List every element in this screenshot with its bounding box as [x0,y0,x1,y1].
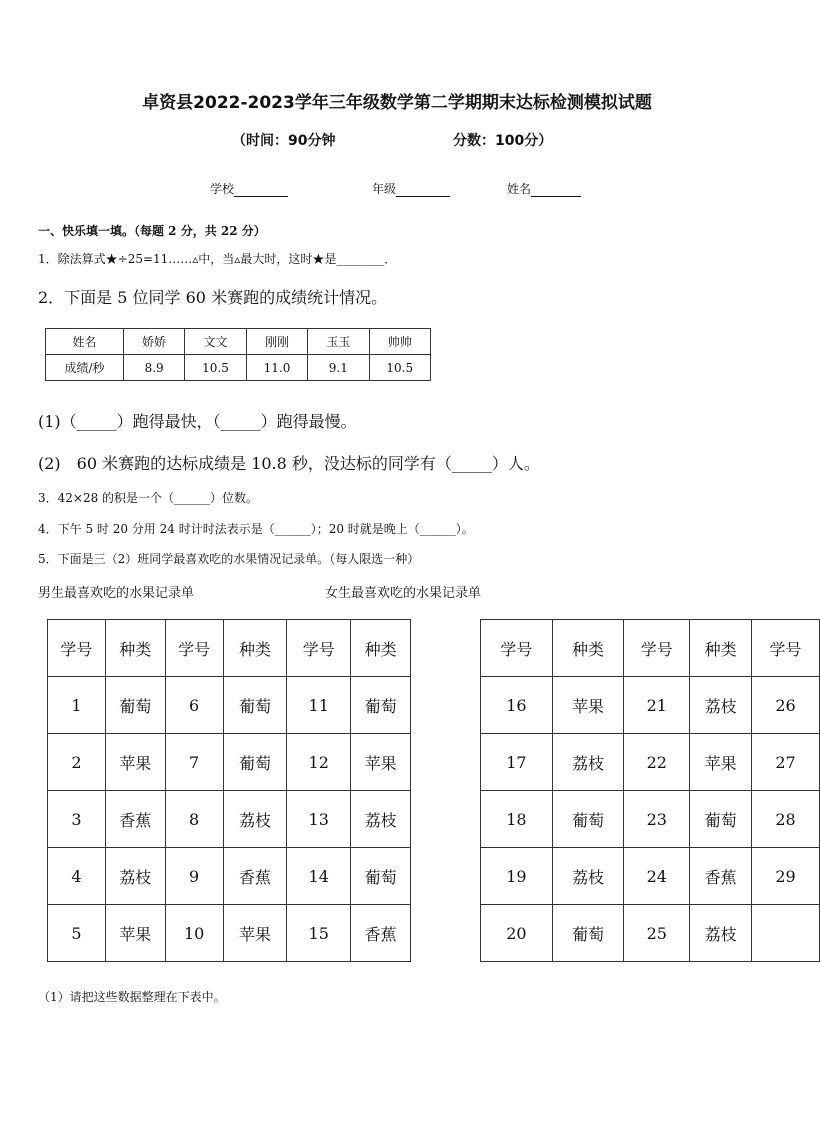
boys-table-label: 男生最喜欢吃的水果记录单 [38,586,195,601]
table-cell: 荔枝 [223,791,287,848]
question-1: 1．除法算式★÷25=11……▵中，当▵最大时，这时★是________． [38,252,397,266]
name-blank[interactable] [531,184,581,197]
question-5-1: （1）请把这些数据整理在下表中。 [38,990,226,1004]
table-cell: 香蕉 [105,791,165,848]
table-cell: 荔枝 [105,848,165,905]
table-cell: 香蕉 [351,905,411,962]
question-4: 4．下午 5 时 20 分用 24 时计时法表示是（______）；20 时就是晚上（______）。 [38,522,474,536]
table-cell: 葡萄 [552,791,624,848]
race-results-table [45,328,431,381]
table-row [481,677,820,734]
table-cell: 荔枝 [690,905,752,962]
table-cell: 5 [48,905,106,962]
table-cell: 14 [287,848,351,905]
table-header-cell: 种类 [351,620,411,677]
table-cell: 17 [481,734,553,791]
table-header-cell: 学号 [165,620,223,677]
name-field [507,180,581,197]
table-cell: 香蕉 [690,848,752,905]
table-header-cell: 种类 [690,620,752,677]
table-header-cell: 学号 [48,620,106,677]
table-cell: 苹果 [105,905,165,962]
table-cell: 苹果 [223,905,287,962]
table-cell: 7 [165,734,223,791]
table-row [48,848,411,905]
girls-fruit-table [480,619,820,962]
question-2-2: (2) 60 米赛跑的达标成绩是 10.8 秒，没达标的同学有（_____）人。 [38,454,540,473]
grade-field [372,180,450,197]
table-cell: 3 [48,791,106,848]
table-cell: 8 [165,791,223,848]
table-header-cell: 姓名 [46,329,124,355]
table-cell: 10.5 [185,355,246,381]
table-row [46,355,431,381]
table-cell: 苹果 [105,734,165,791]
table-cell: 13 [287,791,351,848]
table-cell: 21 [624,677,690,734]
table-cell: 16 [481,677,553,734]
table-header-cell: 帅帅 [369,329,431,355]
question-2: 2．下面是 5 位同学 60 米赛跑的成绩统计情况。 [38,288,388,307]
table-row [48,677,411,734]
table-cell: 荔枝 [552,848,624,905]
table-cell: 25 [624,905,690,962]
school-label: 学校 [210,182,235,196]
table-row [48,791,411,848]
table-cell: 苹果 [552,677,624,734]
table-cell: 26 [752,677,820,734]
table-cell: 香蕉 [223,848,287,905]
table-cell: 20 [481,905,553,962]
table-header-cell: 学号 [481,620,553,677]
table-cell: 28 [752,791,820,848]
table-cell: 15 [287,905,351,962]
section-heading: 一、快乐填一填。（每题 2 分，共 22 分） [38,224,266,238]
table-cell: 24 [624,848,690,905]
table-header-cell: 种类 [223,620,287,677]
school-field [210,180,288,197]
table-cell: 22 [624,734,690,791]
table-cell: 葡萄 [105,677,165,734]
table-header-cell: 玉玉 [308,329,369,355]
table-cell: 4 [48,848,106,905]
table-row [48,734,411,791]
question-3: 3．42×28 的积是一个（______）位数。 [38,491,259,505]
table-cell: 荔枝 [690,677,752,734]
table-row [481,848,820,905]
table-cell [752,905,820,962]
school-blank[interactable] [234,184,288,197]
table-cell: 19 [481,848,553,905]
question-2-1: (1)（_____）跑得最快，（_____）跑得最慢。 [38,412,357,431]
table-header-cell: 文文 [185,329,246,355]
table-cell: 2 [48,734,106,791]
table-header-cell: 学号 [624,620,690,677]
table-cell: 29 [752,848,820,905]
table-cell: 23 [624,791,690,848]
name-label: 姓名 [507,182,532,196]
table-row [48,905,411,962]
question-5: 5．下面是三（2）班同学最喜欢吃的水果情况记录单。（每人限选一种） [38,552,420,566]
total-score: 分数：100分） [453,133,553,149]
table-cell: 苹果 [351,734,411,791]
table-cell: 10 [165,905,223,962]
table-cell: 18 [481,791,553,848]
table-cell: 9.1 [308,355,369,381]
table-header-row [481,620,820,677]
grade-blank[interactable] [396,184,450,197]
table-cell: 葡萄 [223,734,287,791]
table-header-row [48,620,411,677]
table-cell: 10.5 [369,355,431,381]
table-cell: 成绩/秒 [46,355,124,381]
table-cell: 1 [48,677,106,734]
table-cell: 12 [287,734,351,791]
table-header-cell: 娇娇 [124,329,185,355]
table-header-cell: 种类 [552,620,624,677]
table-cell: 27 [752,734,820,791]
boys-fruit-table [47,619,411,962]
table-row [481,734,820,791]
table-cell: 8.9 [124,355,185,381]
table-cell: 葡萄 [351,848,411,905]
table-row [481,905,820,962]
table-header-cell: 种类 [105,620,165,677]
table-cell: 11.0 [246,355,307,381]
table-cell: 葡萄 [351,677,411,734]
page-title: 卓资县2022-2023学年三年级数学第二学期期末达标检测模拟试题 [142,93,652,113]
time-limit: （时间：90分钟 [232,133,336,149]
table-cell: 葡萄 [690,791,752,848]
table-cell: 荔枝 [351,791,411,848]
table-cell: 葡萄 [223,677,287,734]
table-row [481,791,820,848]
table-cell: 葡萄 [552,905,624,962]
table-cell: 荔枝 [552,734,624,791]
table-cell: 6 [165,677,223,734]
table-header-cell: 学号 [752,620,820,677]
girls-table-label: 女生最喜欢吃的水果记录单 [325,586,482,601]
table-cell: 苹果 [690,734,752,791]
table-header-row [46,329,431,355]
table-header-cell: 刚刚 [246,329,307,355]
grade-label: 年级 [372,182,397,196]
table-header-cell: 学号 [287,620,351,677]
table-cell: 11 [287,677,351,734]
table-cell: 9 [165,848,223,905]
